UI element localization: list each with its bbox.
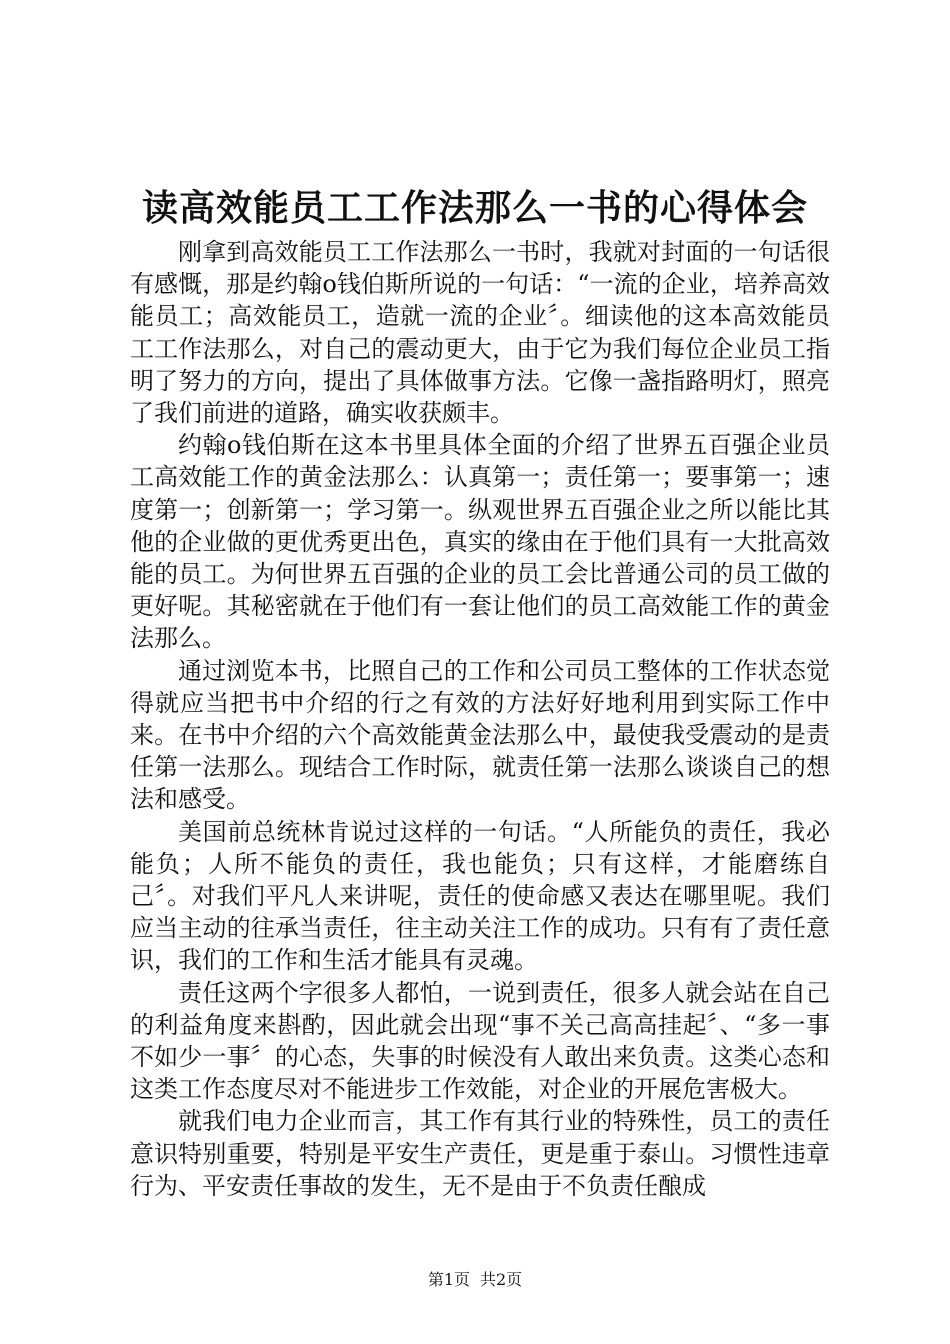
paragraph: 刚拿到高效能员工工作法那么一书时，我就对封面的一句话很有感慨，那是约翰o钱伯斯所说的一句话：“一流的企业，培养高效能员工；高效能员工，造就一流的企业〞。细读他的这本高效能员工工作法那么，对自己的震动更大，由于它为我们每位企业员工指明了努力的方向，提出了具体做事方法。它像一盏指路明灯，照亮了我们前进的道路，确实收获颇丰。 <box>130 238 830 428</box>
paragraph: 就我们电力企业而言，其工作有其行业的特殊性，员工的责任意识特别重要，特别是平安生产责任，更是重于泰山。习惯性违章行为、平安责任事故的发生，无不是由于不负责任酿成 <box>130 1107 830 1200</box>
paragraph: 责任这两个字很多人都怕，一说到责任，很多人就会站在自己的利益角度来斟酌，因此就会出现“事不关己高高挂起〞、“多一事不如少一事〞的心态，失事的时候没有人敢出来负责。这类心态和这类工作态度尽对不能进步工作效能，对企业的开展危害极大。 <box>130 978 830 1104</box>
document-title: 读高效能员工工作法那么一书的心得体会 <box>141 187 808 229</box>
paragraph: 通过浏览本书，比照自己的工作和公司员工整体的工作状态觉得就应当把书中介绍的行之有效的方法好好地利用到实际工作中来。在书中介绍的六个高效能黄金法那么中，最使我受震动的是责任第一法那么。现结合工作时际，就责任第一法那么谈谈自己的想法和感受。 <box>130 656 830 814</box>
page-footer <box>0 1270 950 1290</box>
paragraph: 约翰o钱伯斯在这本书里具体全面的介绍了世界五百强企业员工高效能工作的黄金法那么：认真第一；责任第一；要事第一；速度第一；创新第一；学习第一。纵观世界五百强企业之所以能比其他的企业做的更优秀更出色，真实的缘由在于他们具有一大批高效能的员工。为何世界五百强的企业的员工会比普通公司的员工做的更好呢。其秘密就在于他们有一套让他们的员工高效能工作的黄金法那么。 <box>130 431 830 653</box>
paragraph: 美国前总统林肯说过这样的一句话。“人所能负的责任，我必能负；人所不能负的责任，我也能负；只有这样，才能磨练自己〞。对我们平凡人来讲呢，责任的使命感又表达在哪里呢。我们应当主动的往承当责任，往主动关注工作的成功。只有有了责任意识，我们的工作和生活才能具有灵魂。 <box>130 817 830 975</box>
page-number: 第1页 <box>427 1270 470 1289</box>
page-total: 共2页 <box>480 1270 523 1289</box>
document-body <box>130 236 830 1202</box>
